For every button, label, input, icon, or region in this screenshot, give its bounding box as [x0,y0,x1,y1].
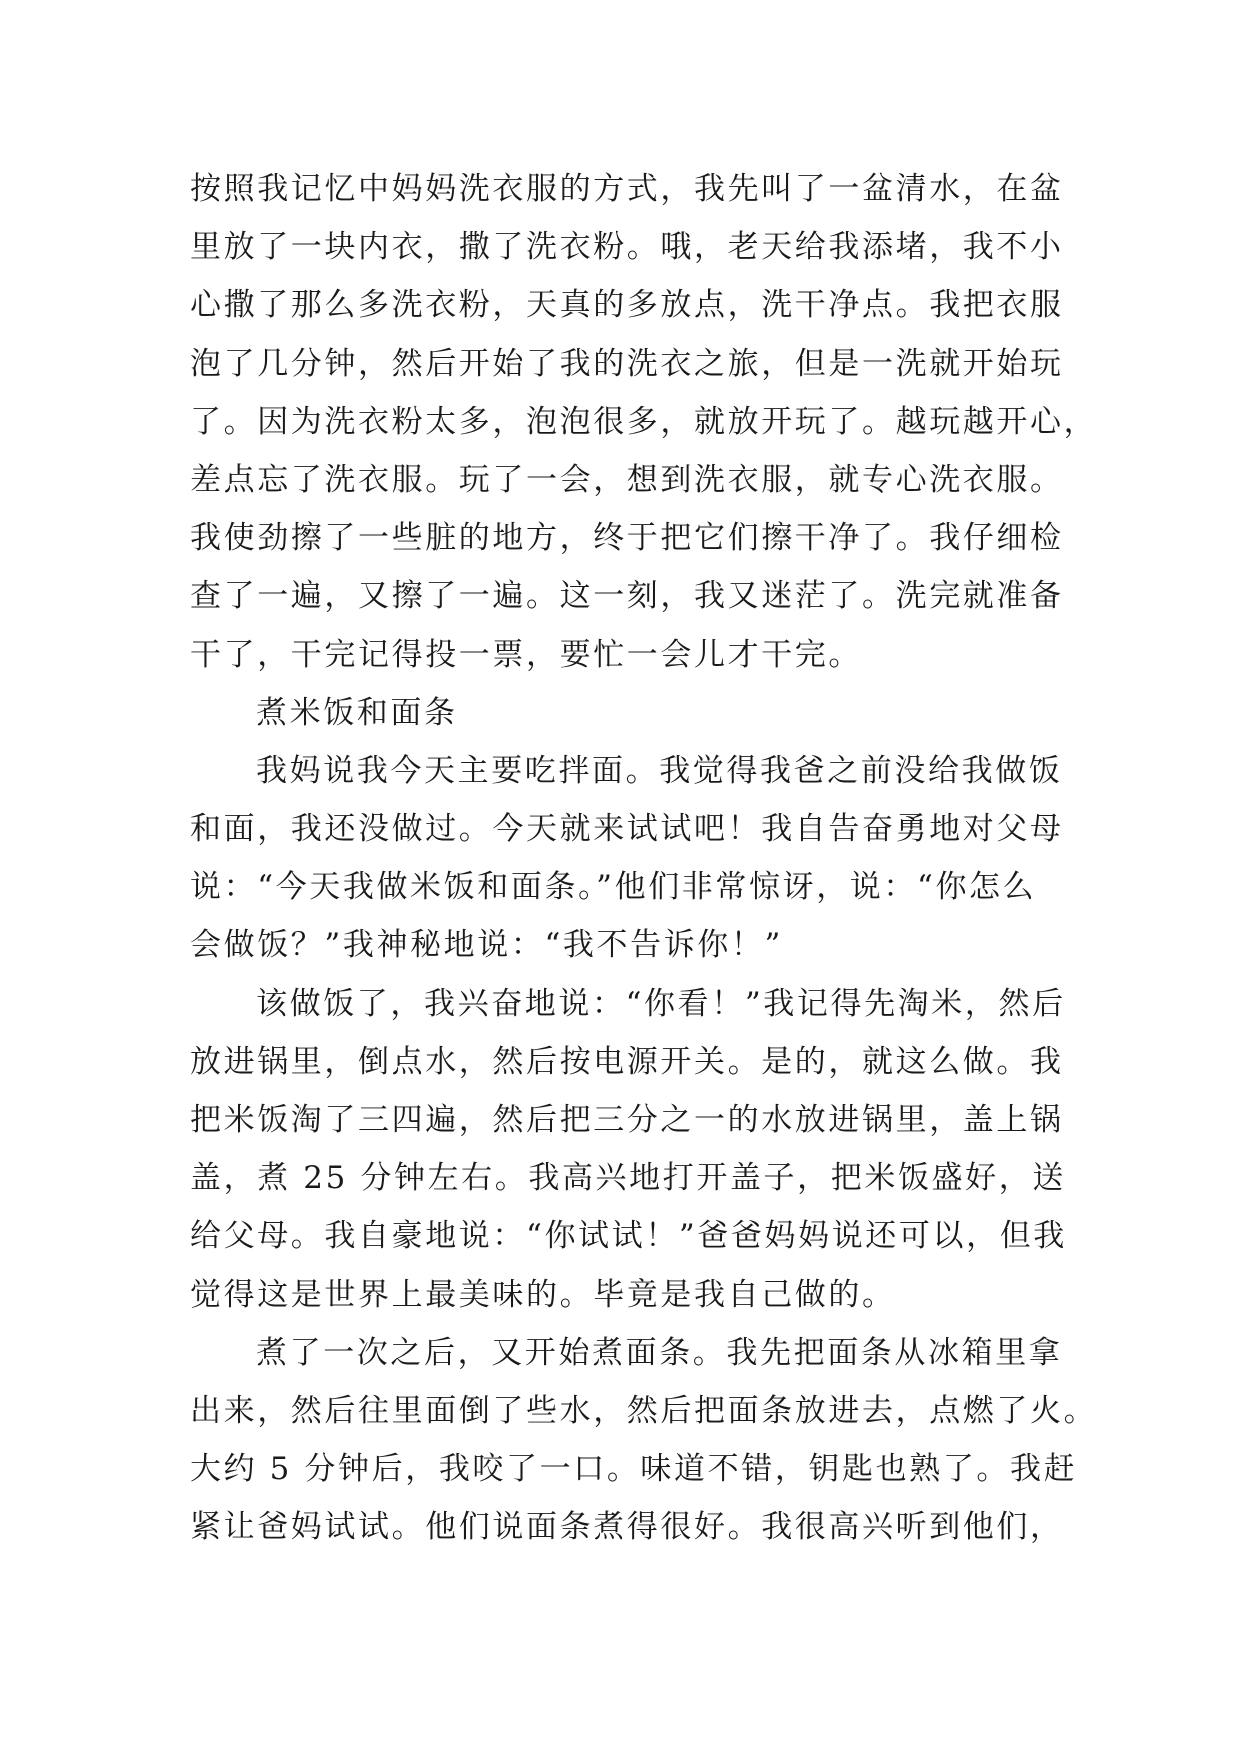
paragraph-start: 该做饭了，我兴奋地说：“你看！”我记得先淘米，然后 [256,985,1066,1022]
text-line: 把米饭淘了三四遍，然后把三分之一的水放进锅里，盖上锅 [190,1102,1064,1138]
text-line: 和面，我还没做过。今天就来试试吧！我自告奋勇地对父母 [190,811,1064,848]
paragraph-start: 我妈说我今天主要吃拌面。我觉得我爸之前没给我做饭 [256,752,1063,789]
text-line: 觉得这是世界上最美味的。毕竟是我自己做的。 [190,1276,896,1313]
text-line: 给父母。我自豪地说：“你试试！”爸爸妈妈说还可以，但我 [190,1218,1067,1255]
text-line: 大约 5 分钟后，我咬了一口。味道不错，钥匙也熟了。我赶 [190,1451,1078,1488]
text-line: 了。因为洗衣粉太多，泡泡很多，就放开玩了。越玩越开心， [190,403,1098,440]
text-line: 放进锅里，倒点水，然后按电源开关。是的，就这么做。我 [190,1043,1064,1080]
text-line: 盖，煮 25 分钟左右。我高兴地打开盖子，把米饭盛好，送 [190,1160,1066,1197]
text-line: 干了，干完记得投一票，要忙一会儿才干完。 [190,636,862,673]
text-line: 查了一遍，又擦了一遍。这一刻，我又迷茫了。洗完就准备 [190,578,1064,615]
text-line: 泡了几分钟，然后开始了我的洗衣之旅，但是一洗就开始玩 [190,345,1064,382]
text-line: 说：“今天我做米饭和面条。”他们非常惊讶，说：“你怎么 [190,869,1037,906]
text-line: 紧让爸妈试试。他们说面条煮得很好。我很高兴听到他们， [190,1509,1064,1546]
section-heading: 煮米饭和面条 [256,694,458,731]
text-line: 按照我记忆中妈妈洗衣服的方式，我先叫了一盆清水，在盆 [190,171,1064,207]
text-line: 里放了一块内衣，撒了洗衣粉。哦，老天给我添堵，我不小 [190,229,1064,266]
text-line: 我使劲擦了一些脏的地方，终于把它们擦干净了。我仔细检 [190,520,1064,557]
text-line: 会做饭？”我神秘地说：“我不告诉你！” [190,927,783,964]
text-line: 心撒了那么多洗衣粉，天真的多放点，洗干净点。我把衣服 [190,287,1064,324]
text-line: 差点忘了洗衣服。玩了一会，想到洗衣服，就专心洗衣服。 [190,461,1064,498]
text-line: 出来，然后往里面倒了些水，然后把面条放进去，点燃了火。 [190,1392,1098,1429]
paragraph-start: 煮了一次之后，又开始煮面条。我先把面条从冰箱里拿 [256,1334,1063,1371]
body-text [190,160,1098,1557]
